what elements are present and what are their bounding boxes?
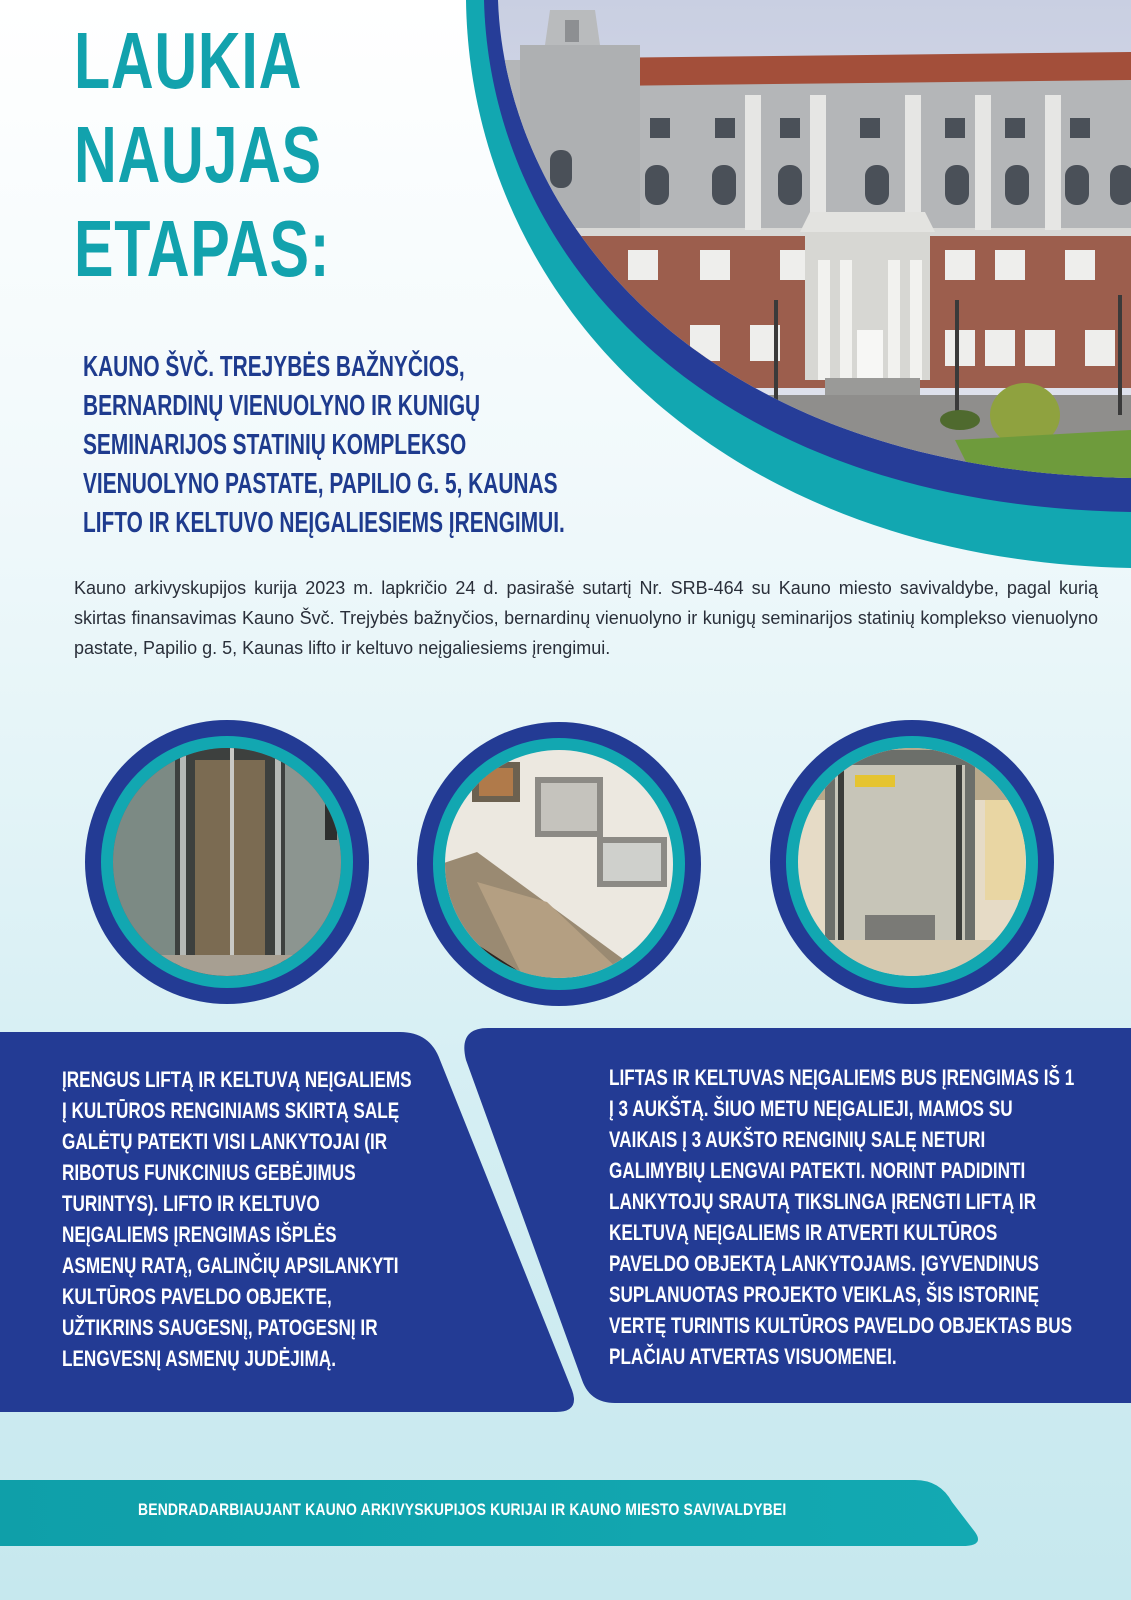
intro-paragraph: Kauno arkivyskupijos kurija 2023 m. lapkričio 24 d. pasirašė sutartį Nr. SRB-464 su Kauno miesto savivaldybe, pagal kurią skirtas finansavimas Kauno Švč. Trejybės bažnyčios, bernardinų vienuolyno ir kunigų seminarijos statinių komplekso vienuolyno pastate, Papilio g. 5, Kaunas lifto ir keltuvo neįgaliesiems įrengimui. <box>74 578 1098 658</box>
subheadline: KAUNO ŠVČ. TREJYBĖS BAŽNYČIOS, BERNARDINŲ VIENUOLYNO IR KUNIGŲ SEMINARIJOS STATINIŲ KOMPLEKSO VIENUOLYNO PASTATE, PAPILIO G. 5, KAUNAS LIFTO IR KELTUVO NEĮGALIESIEMS ĮRENGIMUI. <box>83 351 565 539</box>
stairwell-photo <box>417 722 701 1006</box>
elevator-hall-photo <box>770 720 1054 1004</box>
headline-line: NAUJAS <box>74 110 322 199</box>
right-panel-text: LIFTAS IR KELTUVAS NEĮGALIEMS BUS ĮRENGIMAS IŠ 1 Į 3 AUKŠTĄ. ŠIUO METU NEĮGALIEJI, MAMOS SU VAIKAIS Į 3 AUKŠTO RENGINIŲ SALĘ NETURI GALIMYBIŲ LENGVAI PATEKTI. NORINT PADIDINTI LANKYTOJŲ SRAUTĄ TIKSLINGA ĮRENGTI LIFTĄ IR KELTUVĄ NEĮGALIEMS IR ATVERTI KULTŪROS PAVELDO OBJEKTĄ LANKYTOJAMS. ĮGYVENDINUS SUPLANUOTAS PROJEKTO VEIKLAS, ŠIS ISTORINĘ VERTĘ TURINTIS KULTŪROS PAVELDO OBJEKTAS BUS PLAČIAU ATVERTAS VISUOMENEI. <box>609 1065 1075 1369</box>
headline-line: ETAPAS: <box>74 204 331 293</box>
footer-text: BENDRADARBIAUJANT KAUNO ARKIVYSKUPIJOS KURIJAI IR KAUNO MIESTO SAVIVALDYBEI <box>138 1500 787 1519</box>
left-panel-text: ĮRENGUS LIFTĄ IR KELTUVĄ NEĮGALIEMS Į KULTŪROS RENGINIAMS SKIRTĄ SALĘ GALĖTŲ PATEKTI VISI LANKYTOJAI (IR RIBOTUS FUNKCINIUS GEBĖJIMUS TURINTYS). LIFTO IR KELTUVO NEĮGALIEMS ĮRENGIMAS IŠPLĖS ASMENŲ RATĄ, GALINČIŲ APSILANKYTI KULTŪROS PAVELDO OBJEKTE, UŽTIKRINS SAUGESNĮ, PATOGESNĮ IR LENGVESNĮ ASMENŲ JUDĖJIMĄ. <box>62 1067 412 1371</box>
headline-line: LAUKIA <box>74 16 303 105</box>
headline <box>74 14 330 296</box>
glass-elevator-photo <box>85 720 369 1004</box>
